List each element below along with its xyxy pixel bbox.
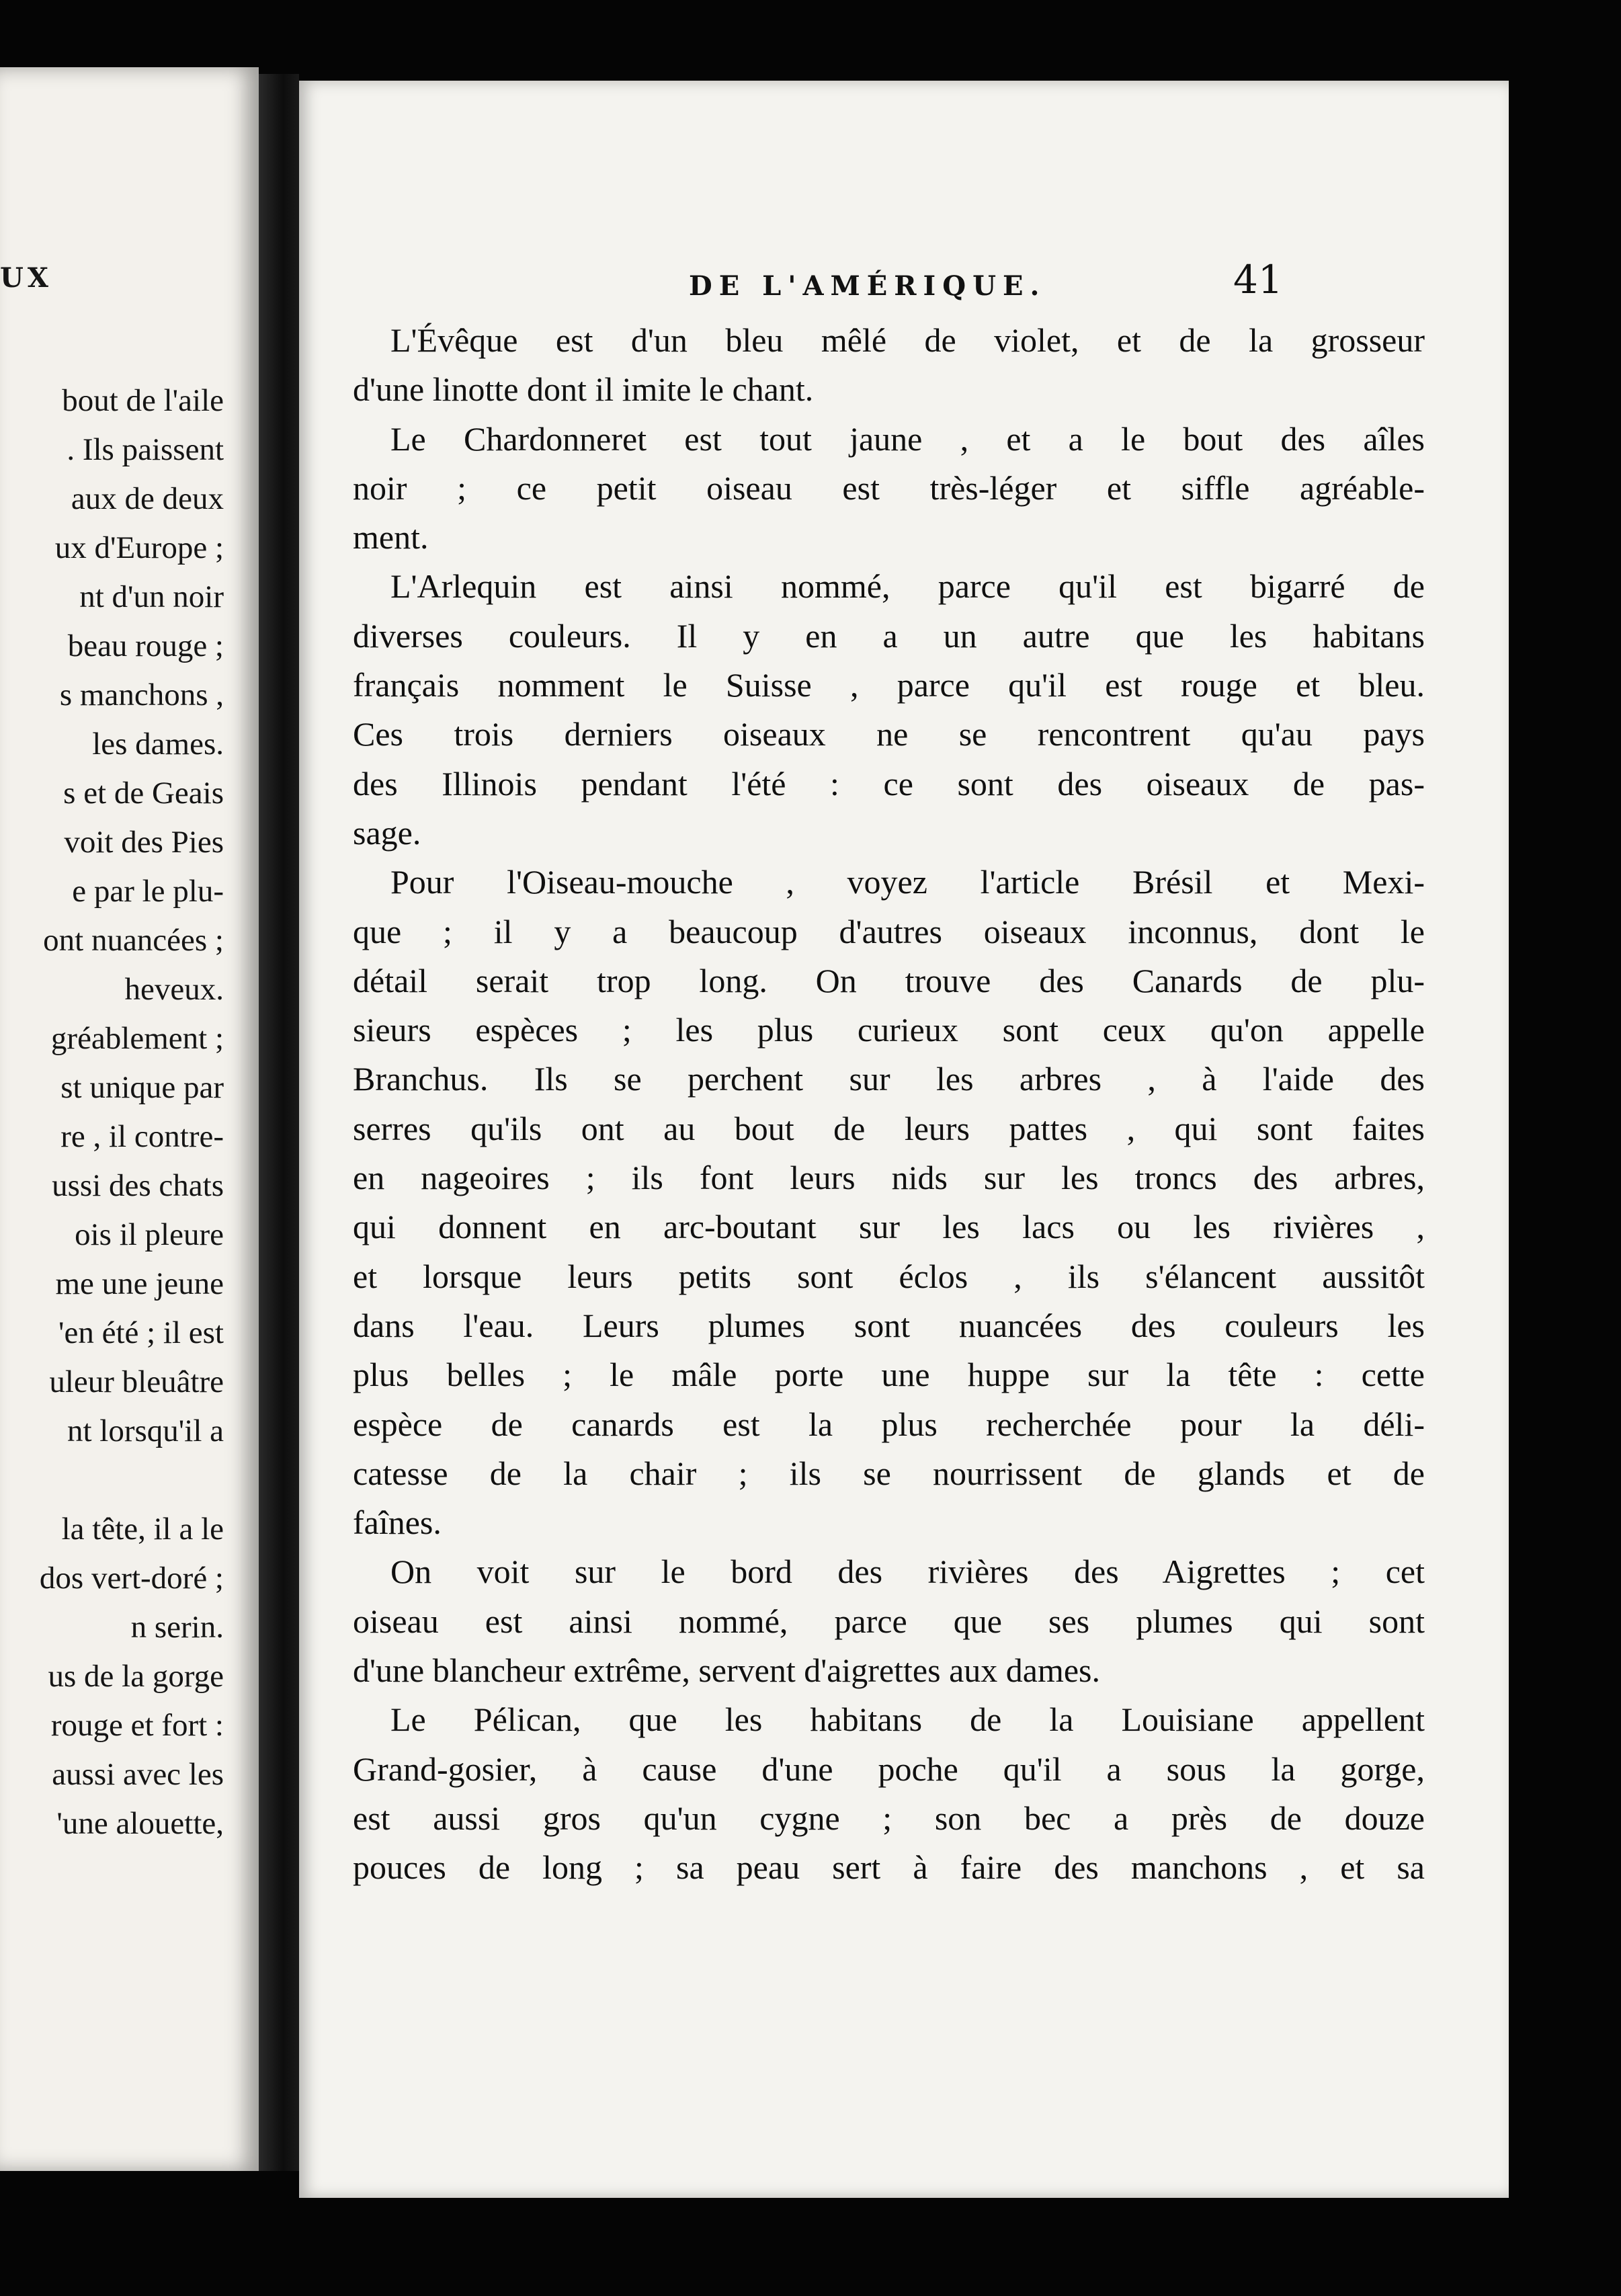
text-line: Le Chardonneret est tout jaune , et a le bout des aîles: [390, 419, 1425, 458]
previous-page-line: e par le plu-: [72, 874, 224, 909]
previous-page-line: [0, 1456, 224, 1505]
text-line: dans l'eau. Leurs plumes sont nuancées des couleurs les: [353, 1306, 1425, 1344]
previous-page-line: voit des Pies: [64, 825, 224, 860]
previous-page-line: ux d'Europe ;: [54, 530, 224, 565]
previous-page-line: nt lorsqu'il a: [67, 1413, 224, 1448]
previous-page-line: bout de l'aile: [62, 383, 224, 418]
previous-page-line: dos vert-doré ;: [39, 1561, 224, 1596]
text-line: d'une blancheur extrême, servent d'aigrettes aux dames.: [353, 1651, 1101, 1690]
book-spine: [259, 74, 299, 2171]
previous-page-line: . Ils paissent: [67, 432, 224, 467]
text-line: est aussi gros qu'un cygne ; son bec a près de douze: [353, 1799, 1425, 1837]
previous-page-line: heveux.: [124, 972, 224, 1007]
page-body-text: [353, 316, 1425, 1893]
text-line: espèce de canards est la plus recherchée pour la déli-: [353, 1405, 1425, 1443]
previous-page-line: re , il contre-: [60, 1119, 224, 1154]
text-line: en nageoires ; ils font leurs nids sur les troncs des arbres,: [353, 1159, 1425, 1197]
previous-page-line: aux de deux: [71, 481, 224, 516]
previous-page-line: beau rouge ;: [67, 628, 224, 663]
previous-page-running-head: UX: [0, 262, 52, 294]
text-line: On voit sur le bord des rivières des Aigrettes ; cet: [390, 1553, 1425, 1591]
previous-page-text: [0, 376, 224, 1848]
previous-page-line: gréablement ;: [50, 1021, 224, 1056]
text-line: faînes.: [353, 1504, 442, 1542]
text-line: L'Arlequin est ainsi nommé, parce qu'il est bigarré de: [390, 567, 1425, 606]
text-line: sage.: [353, 813, 421, 852]
text-line: Grand-gosier, à cause d'une poche qu'il a sous la gorge,: [353, 1750, 1425, 1788]
previous-page-line: me une jeune: [55, 1266, 224, 1301]
previous-page-line: la tête, il a le: [61, 1512, 224, 1547]
text-line: détail serait trop long. On trouve des Canards de plu-: [353, 961, 1425, 999]
text-line: Pour l'Oiseau-mouche , voyez l'article Brésil et Mexi-: [390, 863, 1425, 901]
previous-page-line: ois il pleure: [75, 1217, 224, 1252]
previous-page-line: rouge et fort :: [50, 1708, 224, 1743]
previous-page: [0, 67, 259, 2171]
previous-page-line: s manchons ,: [59, 678, 224, 712]
previous-page-line: n serin.: [130, 1610, 224, 1645]
previous-page-line: 'en été ; il est: [58, 1315, 224, 1350]
previous-page-line: 'une alouette,: [56, 1806, 224, 1841]
text-line: Ces trois derniers oiseaux ne se rencontrent qu'au pays: [353, 715, 1425, 753]
text-line: serres qu'ils ont au bout de leurs pattes , qui sont faites: [353, 1109, 1425, 1147]
book-page: [299, 81, 1509, 2198]
text-line: ment.: [353, 518, 429, 557]
text-line: Branchus. Ils se perchent sur les arbres , à l'aide des: [353, 1060, 1425, 1098]
text-line: oiseau est ainsi nommé, parce que ses plumes qui sont: [353, 1602, 1425, 1640]
previous-page-line: uleur bleuâtre: [49, 1364, 224, 1399]
text-line: catesse de la chair ; ils se nourrissent de glands et de: [353, 1454, 1425, 1492]
text-line: Le Pélican, que les habitans de la Louisiane appellent: [390, 1700, 1425, 1739]
previous-page-line: s et de Geais: [63, 776, 224, 811]
previous-page-line: us de la gorge: [48, 1659, 224, 1694]
previous-page-line: aussi avec les: [52, 1757, 224, 1792]
text-line: d'une linotte dont il imite le chant.: [353, 370, 814, 409]
page-number: 41: [1233, 257, 1283, 302]
text-line: pouces de long ; sa peau sert à faire des manchons , et sa: [353, 1848, 1425, 1887]
text-line: français nomment le Suisse , parce qu'il est rouge et bleu.: [353, 666, 1425, 704]
text-line: diverses couleurs. Il y en a un autre que les habitans: [353, 616, 1425, 655]
previous-page-line: nt d'un noir: [79, 579, 224, 614]
text-line: plus belles ; le mâle porte une huppe sur la tête : cette: [353, 1356, 1425, 1394]
text-line: et lorsque leurs petits sont éclos , ils s'élancent aussitôt: [353, 1257, 1425, 1295]
text-line: L'Évêque est d'un bleu mêlé de violet, et de la grosseur: [390, 321, 1425, 359]
text-line: que ; il y a beaucoup d'autres oiseaux inconnus, dont le: [353, 912, 1425, 950]
previous-page-line: ussi des chats: [52, 1168, 224, 1203]
previous-page-line: ont nuancées ;: [43, 923, 224, 958]
text-line: des Illinois pendant l'été : ce sont des oiseaux de pas-: [353, 764, 1425, 803]
previous-page-line: les dames.: [92, 727, 224, 762]
text-line: qui donnent en arc-boutant sur les lacs ou les rivières ,: [353, 1208, 1425, 1246]
text-line: sieurs espèces ; les plus curieux sont ceux qu'on appelle: [353, 1011, 1425, 1049]
text-line: noir ; ce petit oiseau est très-léger et siffle agréable-: [353, 468, 1425, 507]
previous-page-line: st unique par: [60, 1070, 224, 1105]
running-head: DE L'AMÉRIQUE.: [689, 270, 1046, 302]
